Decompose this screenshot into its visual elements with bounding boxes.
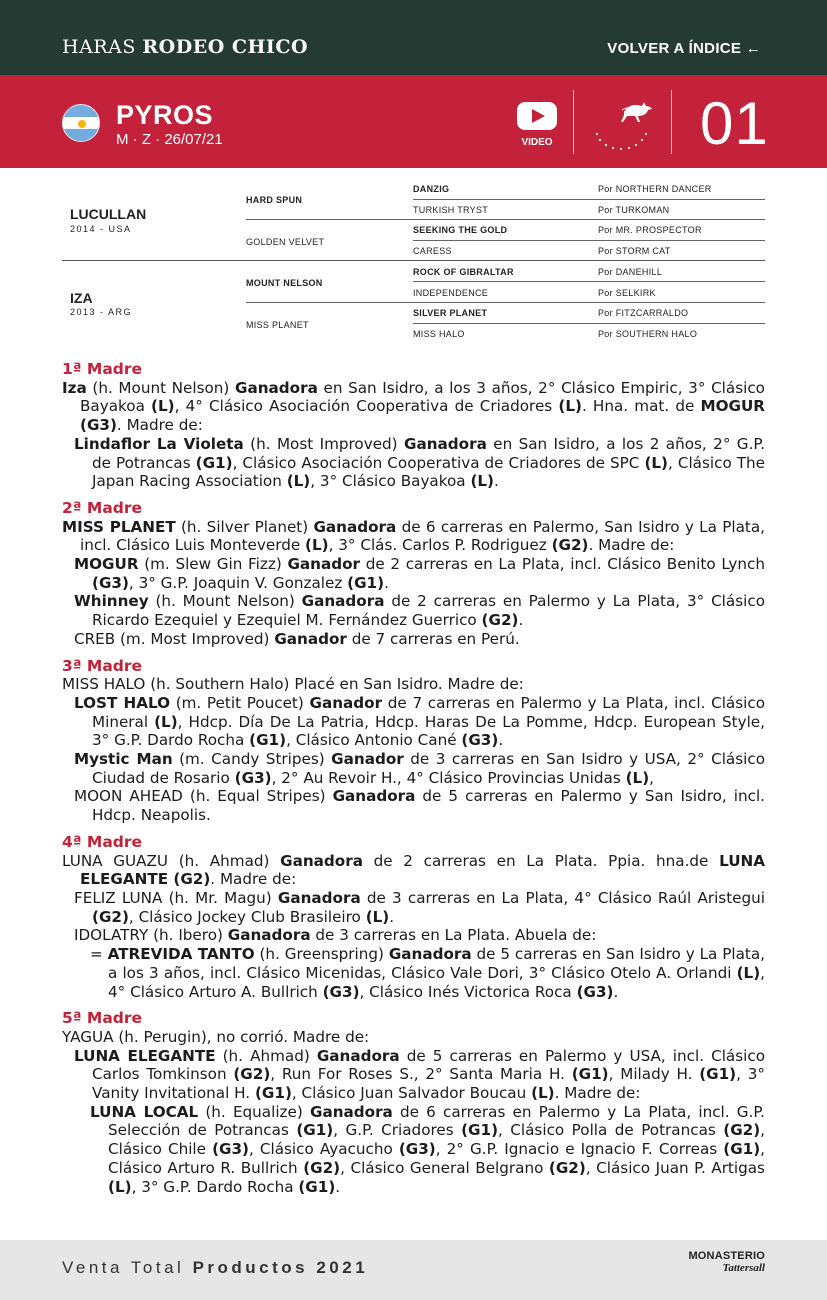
entry: YAGUA (h. Perugin), no corrió. Madre de: [62,1027,370,1046]
dam-details: 2013 - ARG [70,307,133,317]
pedigree-divider [62,260,765,261]
sire-details: 2014 - USA [70,224,132,234]
grandsire-maternal: MOUNT NELSON [246,278,323,288]
pedigree-divider [246,302,765,303]
entry: LUNA GUAZU (h. Ahmad) Ganadora de 2 carreras en La Plata. Ppia. hna.de LUNA ELEGANTE (G2). Madre de: [62,851,765,889]
entry: CREB (m. Most Improved) Ganador de 7 carreras en Perú. [74,629,520,648]
logo-top-text: MONASTERIO [688,1250,765,1262]
entry: LUNA ELEGANTE (h. Ahmad) Ganadora de 5 carreras en Palermo y USA, incl. Clásico Carlos Tomkinson (G2), Run For Roses S., 2° Santa Maria H. (G1), Milady H. (G1), 3° Vanity Invitational H. (G1), Clásico Juan Salvador Boucau (L). Madre de: [74,1046,766,1103]
entry: Iza (h. Mount Nelson) Ganadora en San Isidro, a los 3 años, 2° Clásico Empiric, 3° Clásico Bayakoa (L), 4° Clásico Asociación Cooperativa de Criadores (L). Hna. mat. de MOGUR (G3). Madre de: [62,378,766,435]
footer-title [62,1258,368,1278]
entry: FELIZ LUNA (h. Mr. Magu) Ganadora de 3 carreras en La Plata, 4° Clásico Raúl Aristegui (G2), Clásico Jockey Club Brasileiro (L). [74,888,765,926]
great-grandparent: TURKISH TRYST [413,205,489,215]
great-grandparent-sire: Por NORTHERN DANCER [598,184,712,194]
footer-title-light: Venta Total [62,1258,185,1277]
argentina-flag-icon [62,104,100,142]
lot-number: 01 [700,90,769,157]
entry: MOON AHEAD (h. Equal Stripes) Ganadora de 5 carreras en Palermo y San Isidro, incl. Hdcp. Neapolis. [74,787,765,825]
great-grandparent: ROCK OF GIBRALTAR [413,267,514,277]
great-grandparent-sire: Por DANEHILL [598,267,663,277]
entry: Lindaflor La Violeta (h. Most Improved) Ganadora en San Isidro, a los 2 años, 2° G.P. de Potrancas (G1), Clásico Asociación Cooperativa de Criadores de SPC (L), Clásico The Japan Racing Association (L), 3° Clásico Bayakoa (L). [74,434,766,491]
great-grandparent-sire: Por TURKOMAN [598,205,670,215]
great-grandparent-sire: Por SOUTHERN HALO [598,329,698,339]
pedigree-divider [413,240,765,241]
entry: Mystic Man (m. Candy Stripes) Ganador de 3 carreras en San Isidro y USA, 2° Clásico Ciudad de Rosario (G3), 2° Au Revoir H., 4° Clásico Provincias Unidas (L), [74,750,765,787]
grandsire-paternal: HARD SPUN [246,195,303,205]
great-grandparent: CARESS [413,246,452,256]
brand-logo [62,36,308,58]
brand-light: HARAS [62,36,136,58]
pedigree-divider [413,323,765,324]
entry: MISS HALO (h. Southern Halo) Placé en San Isidro. Madre de: [62,675,524,694]
entry: IDOLATRY (h. Ibero) Ganadora de 3 carreras en La Plata. Abuela de: [74,926,597,945]
great-grandparent-sire: Por FITZCARRALDO [598,308,689,318]
great-grandparent-sire: Por MR. PROSPECTOR [598,225,702,235]
horse-name: PYROS [116,100,214,130]
logo-bottom-text: Tattersall [722,1262,765,1274]
great-grandparent-sire: Por SELKIRK [598,288,656,298]
great-grandparent: DANZIG [413,184,450,194]
monasterio-tattersall-logo [688,1250,765,1274]
entry: MISS PLANET (h. Silver Planet) Ganadora de 6 carreras en Palermo, San Isidro y La Plata, incl. Clásico Luis Monteverde (L), 3° Clás. Carlos P. Rodriguez (G2). Madre de: [62,517,765,555]
back-to-index-link[interactable]: VOLVER A ÍNDICE ← [607,40,761,57]
carreras-de-las-estrellas-logo [586,96,658,154]
top-bar [0,0,827,75]
divider [573,90,574,154]
pedigree-divider [413,199,765,200]
footer [0,1240,827,1300]
pedigree-divider [246,219,765,220]
section-heading: 2ª Madre [62,498,143,517]
entry: MOGUR (m. Slew Gin Fizz) Ganador de 2 carreras en La Plata, incl. Clásico Benito Lynch (G3), 3° G.P. Joaquin V. Gonzalez (G1). [74,555,765,592]
entry: = ATREVIDA TANTO (h. Greenspring) Ganadora de 5 carreras en San Isidro y La Plata, a los 3 años, incl. Clásico Micenidas, Clásico Vale Dori, 3° Clásico Otelo A. Orlandi (L), 4° Clásico Arturo A. Bullrich (G3), Clásico Inés Victorica Roca (G3). [90,945,765,1001]
maternal-family [62,360,765,1196]
section-heading: 4ª Madre [62,832,143,851]
entry: Whinney (h. Mount Nelson) Ganadora de 2 carreras en Palermo y La Plata, 3° Clásico Ricardo Ezequiel y Ezequiel M. Fernández Guerrico (G2). [74,592,765,630]
section-heading: 3ª Madre [62,656,143,675]
great-grandparent: SILVER PLANET [413,308,488,318]
divider [671,90,672,154]
brand-bold: RODEO CHICO [142,36,308,58]
great-grandparent: INDEPENDENCE [413,288,489,298]
great-grandparent-sire: Por STORM CAT [598,246,671,256]
entry: LOST HALO (m. Petit Poucet) Ganador de 7 carreras en Palermo y La Plata, incl. Clásico Mineral (L), Hdcp. Día De La Patria, Hdcp. Haras De La Pomme, Hdcp. European Style, 3° G.P. Dardo Rocha (G1), Clásico Antonio Cané (G3). [74,693,765,750]
pedigree-table [62,178,765,345]
youtube-play-icon [517,102,557,130]
sire-name: LUCULLAN [70,206,147,222]
section-heading: 1ª Madre [62,360,143,378]
video-button[interactable] [516,102,558,148]
granddam-paternal: GOLDEN VELVET [246,237,325,247]
horse-header [0,75,827,168]
great-grandparent: SEEKING THE GOLD [413,225,508,235]
section-heading: 5ª Madre [62,1009,143,1028]
pedigree-divider [413,281,765,282]
entry: LUNA LOCAL (h. Equalize) Ganadora de 6 carreras en Palermo y La Plata, incl. G.P. Selección de Potrancas (G1), G.P. Criadores (G1), Clásico Polla de Potrancas (G2), Clásico Chile (G3), Clásico Ayacucho (G3), 2° G.P. Ignacio e Ignacio F. Correas (G1), Clásico Arturo R. Bullrich (G2), Clásico General Belgrano (G2), Clásico Juan P. Artigas (L), 3° G.P. Dardo Rocha (G1). [90,1102,765,1196]
footer-title-bold: Productos 2021 [192,1258,369,1277]
dam-name: IZA [70,290,93,306]
horse-details: M · Z · 26/07/21 [116,131,223,148]
video-label: VIDEO [521,137,553,148]
granddam-maternal: MISS PLANET [246,320,309,330]
great-grandparent: MISS HALO [413,329,465,339]
